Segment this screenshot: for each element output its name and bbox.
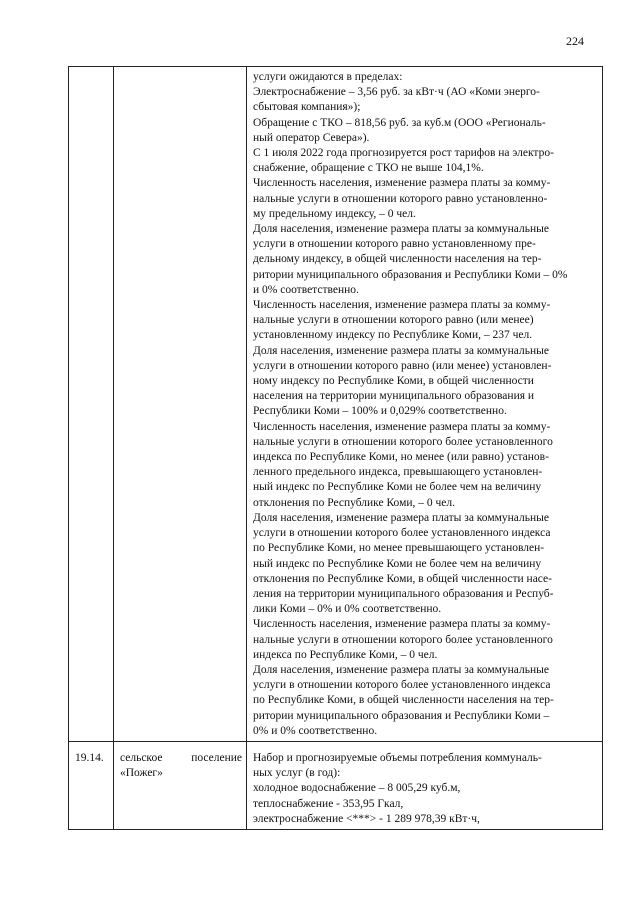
settlement-name: «Пожег»: [120, 767, 163, 780]
page-number: 224: [566, 34, 584, 48]
paragraph: Электроснабжение – 3,56 руб. за кВт·ч (АО «Коми энерго- сбытовая компания»);: [253, 86, 540, 114]
paragraph: Доля населения, изменение размера платы за коммунальные услуги в отношении которого более установленного индекса по Республике Коми, но менее превышающего установлен- ный индекс по Республике Коми не более чем на величину отклонения по Республике Коми, в общей численности насе- ления на территории муниципального образования и Респуб- лики Коми – 0% и 0% соответственно.: [253, 511, 554, 616]
description-cell: [247, 67, 603, 742]
paragraph: Обращение с ТКО – 818,56 руб. за куб.м (ООО «Региональ- ный оператор Севера»).: [253, 116, 546, 144]
paragraph: электроснабжение <***> - 1 289 978,39 кВт·ч,: [253, 812, 480, 825]
paragraph: Доля населения, изменение размера платы за коммунальные услуги в отношении которого более установленного индекса по Республике Коми, в общей численности населения на тер- ритории муниципального образования и Республики Коми – 0% и 0% соответственно.: [253, 663, 554, 737]
paragraph: Численность населения, изменение размера платы за комму- нальные услуги в отношении которого равно установленно- му предельному индексу, – 0 чел.: [253, 177, 551, 220]
description-cell: [247, 741, 603, 829]
paragraph: Численность населения, изменение размера платы за комму- нальные услуги в отношении которого равно (или менее) установленному индексу по Республике Коми, – 237 чел.: [253, 299, 551, 342]
paragraph: холодное водоснабжение – 8 005,29 куб.м,: [253, 782, 461, 795]
paragraph: Доля населения, изменение размера платы за коммунальные услуги в отношении которого равно (или менее) установлен- ному индексу по Республике Коми, в общей численности населения на территории муниципального образования и Республики Коми – 100% и 0,029% соответственно.: [253, 344, 552, 418]
table-row: [69, 741, 603, 829]
paragraph: Набор и прогнозируемые объемы потребления коммуналь- ных услуг (в год):: [253, 751, 542, 780]
paragraph: Доля населения, изменение размера платы за коммунальные услуги в отношении которого равно установленному пре- дельному индексу, в общей численности населения на тер- ритории муниципального образования и Республики Коми – 0% и 0% соответственно.: [253, 223, 568, 296]
tariff-table: [68, 66, 603, 830]
row-index: 19.14.: [75, 751, 104, 764]
settlement-cell: [114, 67, 247, 742]
paragraph: Численность населения, изменение размера платы за комму- нальные услуги в отношении которого более установленного индекса по Республике Коми, но менее (или равно) установ- ленного предельного индекса, превышающего установлен- ный индекс по Республике Коми не более чем на величину отклонения по Республике Коми, – 0 чел.: [253, 420, 553, 509]
table-row: [69, 67, 603, 742]
paragraph: услуги ожидаются в пределах:: [253, 71, 403, 83]
settlement-cell: [114, 741, 247, 829]
paragraph: С 1 июля 2022 года прогнозируется рост тарифов на электро- снабжение, обращение с ТКО не выше 104,1%.: [253, 147, 554, 175]
row-index-cell: [69, 67, 114, 742]
row-index-cell: [69, 741, 114, 829]
paragraph: Численность населения, изменение размера платы за комму- нальные услуги в отношении которого более установленного индекса по Республике Коми, – 0 чел.: [253, 618, 553, 661]
paragraph: теплоснабжение - 353,95 Гкал,: [253, 797, 404, 810]
settlement-type: сельское поселение: [120, 751, 242, 764]
